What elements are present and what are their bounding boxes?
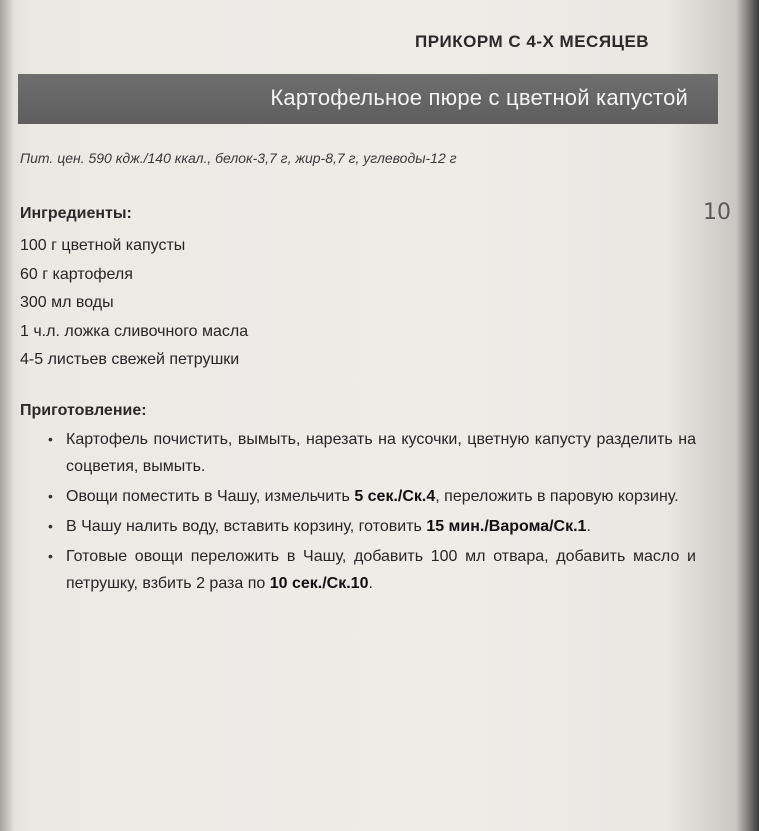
nutrition-info: Пит. цен. 590 кдж./140 ккал., белок-3,7 г, жир-8,7 г, углеводы-12 г	[20, 150, 457, 166]
step-item	[48, 483, 696, 510]
title-bar	[18, 74, 718, 124]
preparation-heading: Приготовление:	[20, 402, 147, 419]
step-setting: 5 сек./Ск.4	[354, 488, 436, 505]
step-text: Готовые овощи переложить в Чашу, добавить 100 мл отвара, добавить масло и петрушку, взбить 2 раза по	[66, 548, 696, 592]
ingredients-list	[20, 232, 248, 375]
ingredient-item: 300 мл воды	[20, 294, 114, 311]
running-head: ПРИКОРМ С 4-Х МЕСЯЦЕВ	[415, 32, 650, 51]
preparation-steps	[48, 426, 696, 600]
bullet-icon: •	[48, 518, 53, 534]
step-text: Картофель почистить, вымыть, нарезать на кусочки, цветную капусту разделить на соцветия, вымыть.	[66, 431, 696, 475]
step-text: Овощи поместить в Чашу, измельчить	[66, 488, 355, 505]
step-setting: 15 мин./Варома/Ск.1	[426, 518, 587, 535]
step-item	[48, 426, 696, 480]
step-text: В Чашу налить воду, вставить корзину, готовить	[66, 518, 427, 535]
ingredient-item: 1 ч.л. ложка сливочного масла	[20, 322, 249, 340]
ingredients-heading: Ингредиенты:	[20, 205, 132, 222]
step-text-end: .	[368, 575, 373, 592]
step-text-end: .	[586, 518, 591, 535]
page-gutter-shadow	[0, 0, 14, 831]
ingredient-item: 4-5 листьев свежей петрушки	[20, 351, 240, 368]
bullet-icon: •	[48, 488, 53, 504]
bullet-icon: •	[48, 548, 53, 564]
step-item	[48, 543, 696, 597]
step-text-end: , переложить в паровую корзину.	[435, 488, 679, 505]
bullet-icon: •	[48, 431, 53, 447]
step-item	[48, 513, 696, 540]
ingredient-item: 60 г картофеля	[20, 265, 133, 283]
step-setting: 10 сек./Ск.10	[269, 575, 369, 592]
page-number: 10	[703, 200, 731, 225]
recipe-title: Картофельное пюре с цветной капустой	[270, 85, 688, 110]
ingredient-item: 100 г цветной капусты	[20, 237, 186, 254]
